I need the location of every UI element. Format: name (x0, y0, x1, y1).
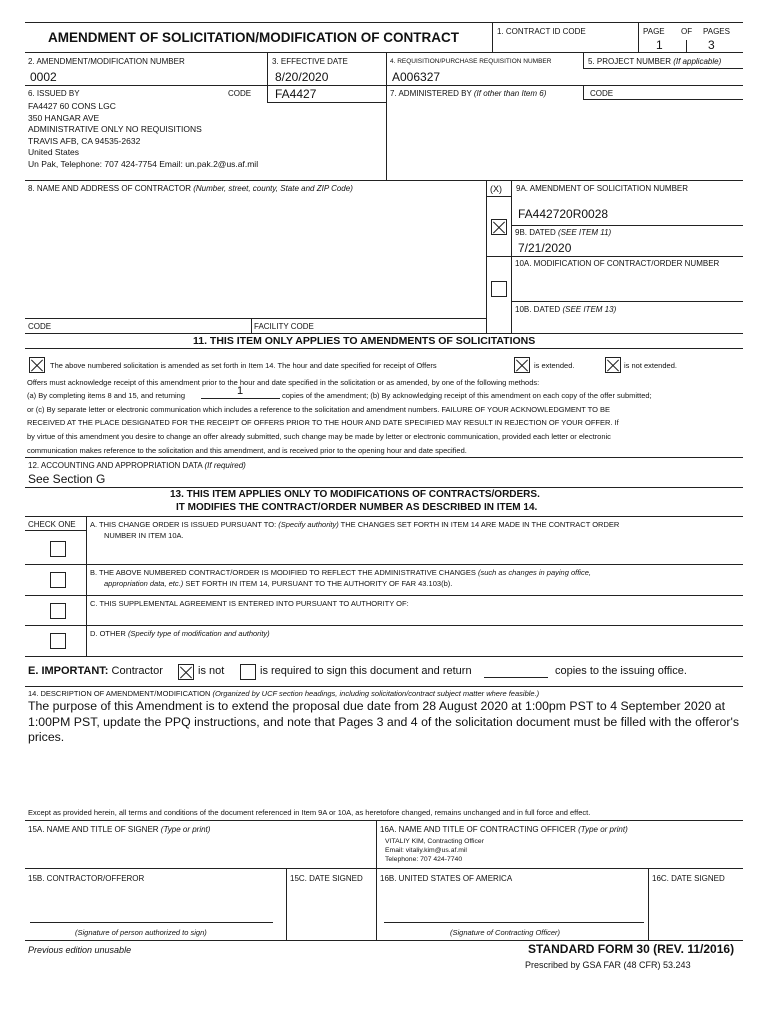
accounting-data: See Section G (28, 472, 106, 486)
prescribed-by: Prescribed by GSA FAR (48 CFR) 53.243 (525, 960, 691, 970)
item-13-heading-1: 13. THIS ITEM APPLIES ONLY TO MODIFICATIONS OF CONTRACTS/ORDERS. (170, 489, 540, 500)
contractor-code-label: CODE (28, 322, 52, 331)
officer-date-signed-label: 16C. DATE SIGNED (652, 874, 725, 883)
officer-label: 16A. NAME AND TITLE OF CONTRACTING OFFICER (Type or print) (380, 825, 628, 834)
effective-date-label: 3. EFFECTIVE DATE (272, 57, 348, 66)
item-13b-checkbox[interactable] (50, 572, 66, 588)
item-11-heading: 11. THIS ITEM ONLY APPLIES TO AMENDMENTS OF SOLICITATIONS (193, 335, 536, 347)
page-count: 3 (708, 38, 715, 52)
item-13c-checkbox[interactable] (50, 603, 66, 619)
item-11-line-4: RECEIVED AT THE PLACE DESIGNATED FOR THE RECEIPT OF OFFERS PRIOR TO THE HOUR AND DATE SPECIFIED MAY RESULT IN REJECTION OF YOUR OFFER. If (27, 418, 619, 427)
modify-contract-checkbox[interactable] (491, 281, 507, 297)
item-11-line-5: by virtue of this amendment you desire to change an offer already submitted, such change may be made by letter or electronic communication, provided each letter or electronic (27, 432, 611, 441)
not-required-checkbox[interactable] (178, 664, 194, 680)
offers-extended-checkbox[interactable] (514, 357, 530, 373)
extended-label: is extended. (534, 361, 575, 370)
administered-code-label: CODE (590, 89, 614, 98)
contractor-label: 8. NAME AND ADDRESS OF CONTRACTOR (Number, street, county, State and ZIP Code) (28, 184, 353, 193)
facility-code-label: FACILITY CODE (254, 322, 314, 331)
item-13a-checkbox[interactable] (50, 541, 66, 557)
solicitation-number-label: 9A. AMENDMENT OF SOLICITATION NUMBER (516, 184, 689, 193)
form-title: AMENDMENT OF SOLICITATION/MODIFICATION OF CONTRACT (48, 30, 459, 45)
contractor-offeror-label: 15B. CONTRACTOR/OFFEROR (28, 874, 145, 883)
administered-by-label: 7. ADMINISTERED BY (If other than Item 6) (390, 89, 547, 98)
signer-label: 15A. NAME AND TITLE OF SIGNER (Type or print) (28, 825, 211, 834)
usa-label: 16B. UNITED STATES OF AMERICA (380, 874, 513, 883)
modification-dated-label: 10B. DATED (SEE ITEM 13) (515, 305, 617, 314)
solicitation-amended-checkbox[interactable] (29, 357, 45, 373)
signature-person-caption: (Signature of person authorized to sign) (75, 928, 207, 937)
officer-details: VITALIY KIM, Contracting Officer Email: vitaliy.kim@us.af.mil Telephone: 707 424-7740 (385, 838, 484, 863)
effective-date: 8/20/2020 (275, 70, 329, 84)
page-label: PAGE (643, 27, 665, 36)
of-label: OF (681, 27, 693, 36)
form-number: STANDARD FORM 30 (REV. 11/2016) (528, 942, 735, 956)
item-13b-line-1: B. THE ABOVE NUMBERED CONTRACT/ORDER IS MODIFIED TO REFLECT THE ADMINISTRATIVE CHANGES (such as changes in paying office, (90, 568, 591, 577)
item-13d-checkbox[interactable] (50, 633, 66, 649)
modification-number-label: 10A. MODIFICATION OF CONTRACT/ORDER NUMBER (515, 259, 720, 268)
issued-code-label: CODE (228, 89, 252, 98)
item-13b-line-2: appropriation data, etc.) SET FORTH IN ITEM 14, PURSUANT TO THE AUTHORITY OF FAR 43.103(b). (104, 579, 453, 588)
not-extended-label: is not extended. (624, 361, 677, 370)
amendment-number: 0002 (30, 70, 57, 84)
item-13-heading-2: IT MODIFIES THE CONTRACT/ORDER NUMBER AS DESCRIBED IN ITEM 14. (176, 502, 538, 513)
solicitation-number: FA442720R0028 (518, 207, 609, 221)
important-notice: E. IMPORTANT: Contractor (28, 665, 163, 677)
x-column-label: (X) (490, 184, 502, 194)
requisition-number-label: 4. REQUISITION/PURCHASE REQUISITION NUMBER (390, 58, 552, 65)
item-13a-line-2: NUMBER IN ITEM 10A. (104, 531, 184, 540)
previous-edition-note: Previous edition unusable (28, 945, 132, 955)
amendment-number-label: 2. AMENDMENT/MODIFICATION NUMBER (28, 57, 185, 66)
item-13c-text: C. THIS SUPPLEMENTAL AGREEMENT IS ENTERED INTO PURSUANT TO AUTHORITY OF: (90, 599, 409, 608)
description-label: 14. DESCRIPTION OF AMENDMENT/MODIFICATION (Organized by UCF section headings, including solicitation/contract subject matter where feasible.) (28, 689, 540, 698)
item-13a-line-1: A. THIS CHANGE ORDER IS ISSUED PURSUANT TO: (Specify authority) THE CHANGES SET FORTH IN ITEM 14 ARE MADE IN THE CONTRACT ORDER (90, 520, 620, 529)
offers-not-extended-checkbox[interactable] (605, 357, 621, 373)
terms-notice: Except as provided herein, all terms and conditions of the document referenced in Item 9A or 10A, as heretofore changed, remains unchanged and in full force and effect. (28, 808, 591, 817)
item-13d-text: D. OTHER (Specify type of modification and authority) (90, 629, 270, 638)
issuer-address: FA4427 60 CONS LGC 350 HANGAR AVE ADMINISTRATIVE ONLY NO REQUISITIONS TRAVIS AFB, CA 94535-2632 United States Un Pak, Telephone: 707 424-7754 Email: un.pak.2@us.af.mil (28, 101, 259, 169)
solicitation-dated-label: 9B. DATED (SEE ITEM 11) (515, 228, 612, 237)
is-not-label: is not (198, 665, 225, 677)
issued-by-label: 6. ISSUED BY (28, 89, 80, 98)
description-text: The purpose of this Amendment is to extend the proposal due date from 28 August 2020 at 1:00pm PST to 4 September 2020 at 1:00PM PST, update the PPQ instructions, and note that Pages 3 and 4 of the solicitation document must be filled with the offeror's prices. (28, 699, 739, 744)
project-number-label: 5. PROJECT NUMBER (If applicable) (588, 57, 722, 66)
issued-code: FA4427 (275, 87, 317, 101)
pages-label: PAGES (703, 27, 730, 36)
check-one-label: CHECK ONE (28, 520, 76, 529)
required-checkbox[interactable] (240, 664, 256, 680)
item-11-line-1: Offers must acknowledge receipt of this amendment prior to the hour and date specified in the solicitation or as amended, by one of the following methods: (27, 378, 540, 387)
item-11-intro: The above numbered solicitation is amended as set forth in Item 14. The hour and date specified for receipt of Offers (50, 361, 437, 370)
item-11-line-3: or (c) By separate letter or electronic communication which includes a reference to the solicitation and amendment numbers. FAILURE OF YOUR ACKNOWLEDGMENT TO BE (27, 405, 611, 414)
copies-count: 1 (237, 385, 244, 397)
contractor-date-signed-label: 15C. DATE SIGNED (290, 874, 363, 883)
is-required-label: is required to sign this document and return (260, 665, 472, 677)
requisition-number: A006327 (392, 70, 441, 84)
solicitation-dated: 7/21/2020 (518, 241, 572, 255)
item-11-line-2a: (a) By completing items 8 and 15, and returning (27, 391, 186, 400)
accounting-data-label: 12. ACCOUNTING AND APPROPRIATION DATA (If required) (28, 461, 246, 470)
signature-officer-caption: (Signature of Contracting Officer) (450, 928, 561, 937)
item-11-line-2b: copies of the amendment; (b) By acknowledging receipt of this amendment on each copy of the offer submitted; (282, 391, 652, 400)
contract-id-label: 1. CONTRACT ID CODE (497, 27, 586, 36)
page-number: 1 (656, 38, 663, 52)
amend-solicitation-checkbox[interactable] (491, 219, 507, 235)
item-11-line-6: communication makes reference to the solicitation and this amendment, and is received prior to the opening hour and date specified. (27, 446, 467, 455)
copies-tail-label: copies to the issuing office. (555, 665, 687, 677)
